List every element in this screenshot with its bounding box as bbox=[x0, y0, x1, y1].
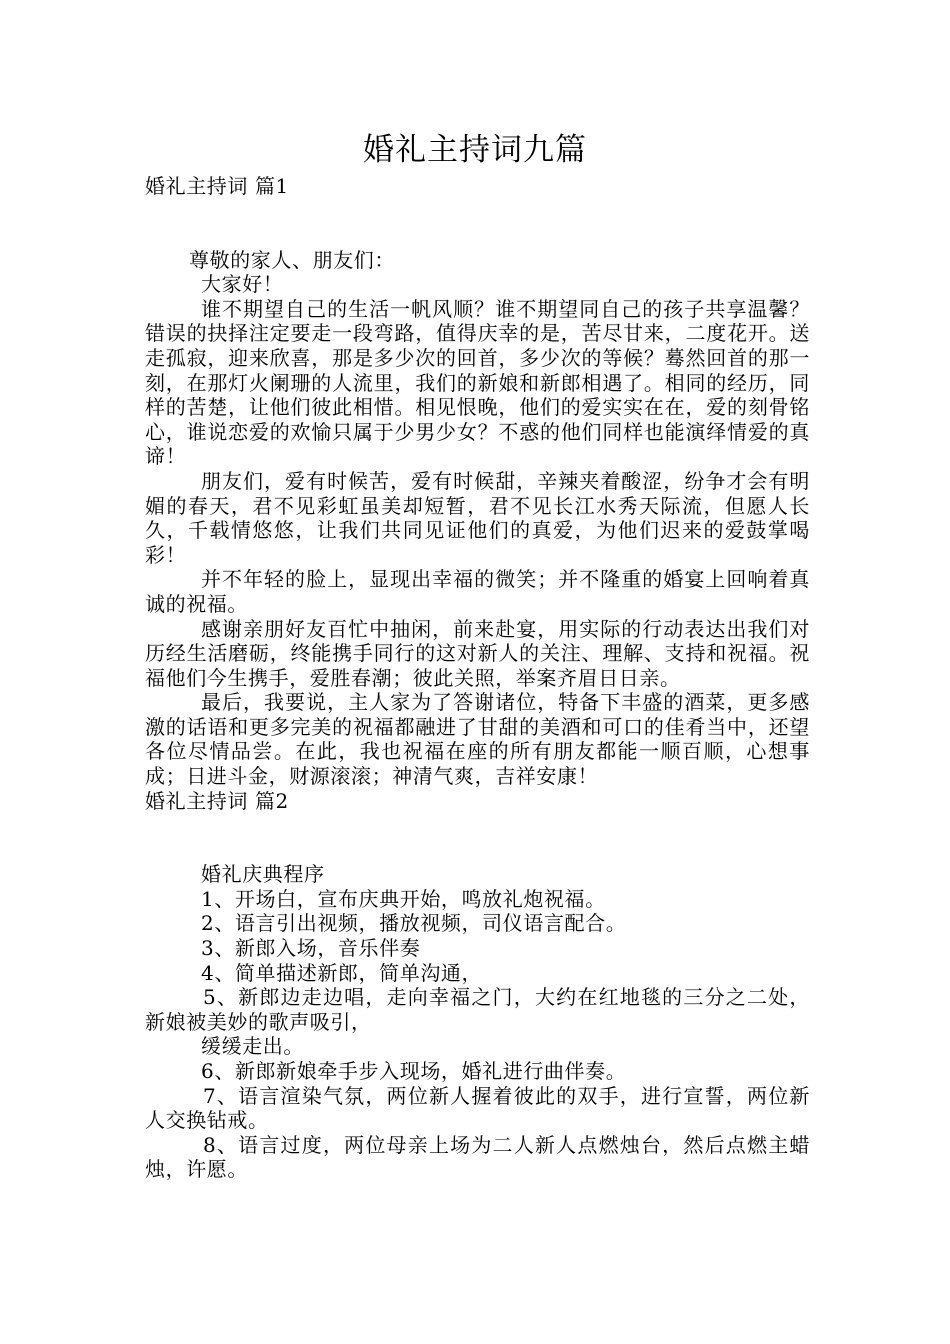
program-step: 7、语言渲染气氛，两位新人握着彼此的双手，进行宣誓，两位新人交换钻戒。 bbox=[145, 1083, 810, 1133]
program-step: 2、语言引出视频，播放视频，司仪语言配合。 bbox=[201, 911, 627, 936]
spacer bbox=[145, 199, 810, 248]
program-title: 婚礼庆典程序 bbox=[201, 862, 325, 887]
spacer bbox=[145, 813, 810, 862]
program-step: 缓缓走出。 bbox=[201, 1034, 304, 1059]
paragraph: 并不年轻的脸上，显现出幸福的微笑；并不隆重的婚宴上回响着真诚的祝福。 bbox=[145, 567, 810, 616]
paragraph: 感谢亲朋好友百忙中抽闲，前来赴宴，用实际的行动表达出我们对历经生活磨砺，终能携手同行的这对新人的关注、理解、支持和祝福。祝福他们今生携手，爱胜春潮；彼此关照，举案齐眉日日亲。 bbox=[145, 616, 810, 690]
program-step: 8、语言过度，两位母亲上场为二人新人点燃烛台，然后点燃主蜡烛，许愿。 bbox=[145, 1132, 810, 1182]
document-title: 婚礼主持词九篇 bbox=[363, 132, 587, 168]
program-step: 5、新郎边走边唱，走向幸福之门，大约在红地毯的三分之二处，新娘被美妙的歌声吸引， bbox=[145, 985, 810, 1034]
salutation: 尊敬的家人、朋友们： bbox=[189, 247, 395, 272]
program-step: 3、新郎入场，音乐伴奏 bbox=[201, 936, 421, 961]
greeting: 大家好！ bbox=[201, 272, 284, 297]
program-step: 4、简单描述新郎，简单沟通， bbox=[201, 960, 483, 985]
paragraph: 谁不期望自己的生活一帆风顺？谁不期望同自己的孩子共享温馨？错误的抉择注定要走一段弯路，值得庆幸的是，苦尽甘来，二度花开。送走孤寂，迎来欣喜，那是多少次的回首，多少次的等候？蓦然回首的那一刻，在那灯火阑珊的人流里，我们的新娘和新郎相遇了。相同的经历，同样的苦楚，让他们彼此相惜。相见恨晚，他们的爱实实在在，爱的刻骨铭心，谁说恋爱的欢愉只属于少男少女？不惑的他们同样也能演绎情爱的真谛！ bbox=[145, 296, 810, 469]
section-heading-2: 婚礼主持词 篇2 bbox=[145, 788, 289, 813]
paragraph: 朋友们，爱有时候苦，爱有时候甜，辛辣夹着酸涩，纷争才会有明媚的春天，君不见彩虹虽美却短暂，君不见长江水秀天际流，但愿人长久，千载情悠悠，让我们共同见证他们的真爱，为他们迟来的爱鼓掌喝彩！ bbox=[145, 468, 810, 567]
section-heading-1: 婚礼主持词 篇1 bbox=[145, 174, 289, 198]
paragraph: 最后，我要说，主人家为了答谢诸位，特备下丰盛的酒菜，更多感激的话语和更多完美的祝福都融进了甘甜的美酒和可口的佳肴当中，还望各位尽情品尝。在此，我也祝福在座的所有朋友都能一顺百顺，心想事成；日进斗金，财源滚滚；神清气爽，吉祥安康！ bbox=[145, 690, 810, 789]
program-step: 6、新郎新娘牵手步入现场，婚礼进行曲伴奏。 bbox=[201, 1059, 627, 1083]
document-body bbox=[145, 174, 810, 1182]
program-step: 1、开场白，宣布庆典开始，鸣放礼炮祝福。 bbox=[201, 886, 606, 911]
